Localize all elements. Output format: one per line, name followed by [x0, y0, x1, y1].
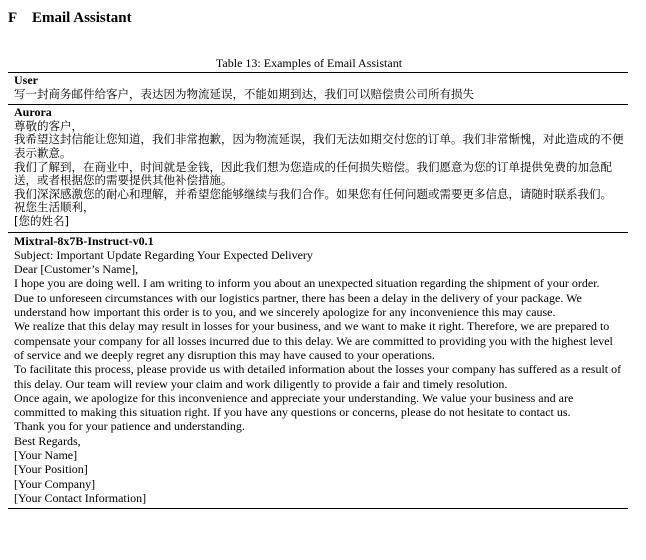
mixtral-line: [Your Company] — [14, 476, 96, 491]
examples-table — [8, 72, 628, 509]
aurora-line: 尊敬的客户， — [14, 118, 83, 133]
aurora-line: 我们深深感激您的耐心和理解，并希望您能够继续与我们合作。如果您有任何问题或需要更多信息，请随时联系我们。 — [14, 186, 612, 201]
mixtral-line: Dear [Customer’s Name], — [14, 262, 139, 277]
section-letter: F — [8, 10, 18, 26]
user-speaker: User — [14, 73, 38, 87]
mixtral-speaker: Mixtral-8x7B-Instruct-v0.1 — [14, 233, 154, 248]
user-message-line: 写一封商务邮件给客户，表达因为物流延误，不能如期到达，我们可以赔偿贵公司所有损失 — [14, 86, 474, 101]
mixtral-row — [8, 233, 628, 509]
table-bottom-rule — [8, 508, 628, 509]
mixtral-line: [Your Name] — [14, 447, 78, 462]
table-caption: Table 13: Examples of Email Assistant — [215, 56, 403, 70]
aurora-line: 我们了解到，在商业中，时间就是金钱，因此我们想为您造成的任何损失赔偿。我们愿意为您的订单提供免费的加急配送，或者根据您的需要提供其他补偿措施。 — [14, 159, 612, 188]
mixtral-line: Subject: Important Update Regarding Your Expected Delivery — [14, 247, 313, 262]
mixtral-line: [Your Position] — [14, 462, 88, 477]
mixtral-line: Thank you for your patience and understanding. — [14, 419, 245, 434]
mixtral-line: I hope you are doing well. I am writing to inform you about an unexpected situation regarding the shipment of your order. — [14, 276, 600, 291]
aurora-line: 我希望这封信能让您知道，我们非常抱歉，因为物流延误，我们无法如期交付您的订单。我们非常惭愧，对此造成的不便表示歉意。 — [14, 132, 624, 160]
aurora-speaker: Aurora — [14, 105, 52, 120]
mixtral-line: To facilitate this process, please provide us with detailed information about the losses your company has suffered as a result of this delay. Our team will review your claim and work diligently to provide a fair and timely resolution. — [14, 362, 625, 391]
section-title: Email Assistant — [32, 10, 132, 26]
aurora-line: [您的姓名] — [14, 213, 69, 228]
aurora-row — [8, 105, 628, 231]
aurora-line: 祝您生活顺利， — [14, 200, 95, 215]
mixtral-line: [Your Contact Information] — [14, 490, 147, 505]
mixtral-line: Due to unforeseen circumstances with our logistics partner, there has been a delay in the delivery of your package. We understand how important this order is to you, and we sincerely apologize for any inconvenience this may cause. — [14, 290, 585, 320]
mixtral-line: We realize that this delay may result in losses for your business, and we want to make it right. Therefore, we are prepared to compensate your company for all losses incurred due to this delay. We are committed to providing you with the highest level of service and we deeply regret any disruption this may have caused to your operations. — [14, 319, 616, 362]
mixtral-line: Once again, we apologize for this inconvenience and appreciate your understanding. We value your business and are committed to making this situation right. If you have any questions or concerns, please do not hesitate to contact us. — [14, 390, 577, 420]
mixtral-line: Best Regards, — [14, 433, 81, 448]
user-row — [8, 73, 628, 104]
section-heading — [8, 10, 132, 27]
